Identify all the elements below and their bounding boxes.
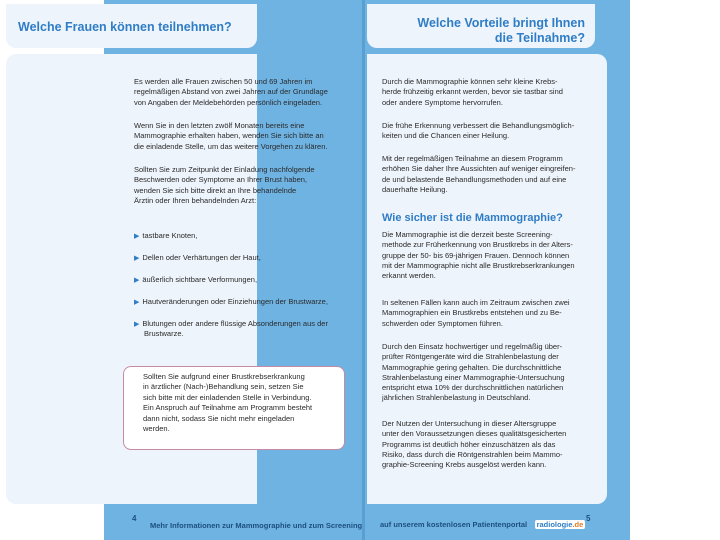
text-line: Programms ist deutlich höher einzuschätzen als das [382,439,556,449]
footer-right [380,514,585,534]
page-number-right: 5 [586,514,591,523]
text-line: prüfter Röntgengeräte wird die Strahlenbelastung der [382,352,559,362]
text-line: Sollten Sie zum Zeitpunkt der Einladung nachfolgende [134,165,315,174]
right-paragraph-7 [382,419,566,470]
list-item-text: Brustwarze. [144,329,184,338]
right-paragraph-4 [382,230,575,281]
list-item-text: äußerlich sichtbare Verformungen, [142,275,258,284]
text-line: regelmäßigen Abstand von zwei Jahren auf der Grundlage [134,87,328,97]
right-paragraph-5 [382,298,570,329]
text-line: jährlichen Strahlenbelastung in Deutschland. [382,393,531,403]
radiologie-logo[interactable] [535,520,586,529]
footer-left [150,515,362,535]
text-line: Der Nutzen der Untersuchung in dieser Altersgruppe [382,419,557,428]
text-line: von Angaben der Meldebehörden persönlich eingeladen. [134,97,323,107]
text-line: Mammographie gering gehalten. Die durchschnittliche [382,362,562,372]
text-line: Durch den Einsatz hochwertiger und regelmäßig über- [382,342,563,351]
text-line: erkannt werden. [382,271,436,281]
footer-text: auf unserem kostenlosen Patientenportal [380,520,528,529]
text-line: die einladende Stelle, um das weitere Vorgehen zu klären. [134,141,328,151]
list-item-text: tastbare Knoten, [142,231,198,240]
right-paragraph-2 [382,121,574,142]
text-line: Durch die Mammographie können sehr kleine Krebs- [382,77,558,86]
triangle-bullet-icon: ▶ [134,255,140,262]
logo-suffix: .de [572,520,584,529]
left-paragraph-3 [134,165,315,206]
left-paragraph-2 [134,121,327,152]
right-title-line2: die Teilnahme? [494,31,585,45]
triangle-bullet-icon: ▶ [134,277,140,284]
list-item-text: Blutungen oder andere flüssige Absonderungen aus der [142,319,328,328]
right-paragraph-6 [382,342,565,404]
text-line: in ärztlicher (Nach-)Behandlung sein, setzen Sie [143,382,304,392]
triangle-bullet-icon: ▶ [134,321,140,328]
text-line: graphie-Screening Krebs ausgelöst werden kann. [382,460,547,470]
page-number-left: 4 [132,514,137,523]
text-line: Mammographie erhalten haben, wenden Sie sich bitte an [134,131,324,141]
list-item [134,297,328,308]
list-item [134,253,261,264]
info-box-text [143,372,312,434]
left-page-title: Welche Frauen können teilnehmen? [18,20,232,34]
text-line: Mammographien ein Brustkrebs entstehen und zu Be- [382,308,562,318]
right-paragraph-1 [382,77,563,108]
text-line: Beschwerden oder Symptome an Ihrer Brust haben, [134,175,308,185]
right-paragraph-3 [382,154,575,195]
text-line: dann nicht, sodass Sie nicht mehr eingeladen [143,413,295,423]
list-item-text: Hautveränderungen oder Einziehungen der Brustwarze, [142,297,328,306]
text-line: Strahlenbelastung einer Mammographie-Untersuchung [382,372,565,382]
triangle-bullet-icon: ▶ [134,299,140,306]
text-line: Risiko, dass durch die Röntgenstrahlen beim Mammo- [382,449,563,459]
text-line: Wenn Sie in den letzten zwölf Monaten bereits eine [134,121,305,130]
text-line: Es werden alle Frauen zwischen 50 und 69 Jahren im [134,77,313,86]
text-line: oder andere Symptome hervorrufen. [382,97,503,107]
text-line: Die Mammographie ist die derzeit beste Screening- [382,230,553,239]
text-line: methode zur Früherkennung von Brustkrebs in der Alters- [382,240,573,250]
text-line: Ein Anspruch auf Teilnahme am Programm besteht [143,403,313,413]
list-item-continuation [144,329,184,339]
list-item [134,275,257,286]
text-line: Sollten Sie aufgrund einer Brustkrebserkrankung [143,372,305,381]
right-title-box [367,4,595,48]
text-line: dauerhafte Heilung. [382,184,448,194]
text-line: de und belastende Behandlungsmethoden und auf eine [382,174,567,184]
logo-text: radiologie [536,520,573,529]
text-line: Mit der regelmäßigen Teilnahme an diesem Programm [382,154,563,163]
text-line: wenden Sie sich bitte direkt an Ihre behandelnde [134,185,297,195]
text-line: entspricht etwa 10% der durchschnittlichen natürlichen [382,383,564,393]
text-line: Ärztin oder Ihren behandelnden Arzt: [134,195,257,205]
text-line: Die frühe Erkennung verbessert die Behandlungsmöglich- [382,121,575,130]
list-item [134,231,197,242]
text-line: werden. [143,424,170,434]
right-title-line1: Welche Vorteile bringt Ihnen [417,16,585,30]
right-page-title [375,16,585,46]
text-line: unter den Voraussetzungen dieses qualitätsgesicherten [382,429,567,439]
text-line: schwerden oder Symptomen führen. [382,318,503,328]
triangle-bullet-icon: ▶ [134,233,140,240]
center-fold [362,0,365,540]
text-line: herde frühzeitig erkannt werden, bevor sie tastbar sind [382,87,563,97]
text-line: mit der Mammographie nicht alle Brustkrebserkrankungen [382,260,575,270]
text-line: erhöhen Sie daher Ihre Aussichten auf weniger eingreifen- [382,164,576,174]
text-line: gruppe der 50- bis 69-jährigen Frauen. Dennoch können [382,250,570,260]
left-title-box [6,4,257,48]
footer-text: Mehr Informationen zur Mammographie und zum Screening [150,521,363,530]
text-line: keiten und die Chancen einer Heilung. [382,131,510,141]
text-line: In seltenen Fällen kann auch im Zeitraum zwischen zwei [382,298,570,307]
text-line: sich bitte mit der einladenden Stelle in Verbindung. [143,392,312,402]
left-paragraph-1 [134,77,328,108]
section-heading: Wie sicher ist die Mammographie? [382,212,563,224]
list-item-text: Dellen oder Verhärtungen der Haut, [142,253,261,262]
